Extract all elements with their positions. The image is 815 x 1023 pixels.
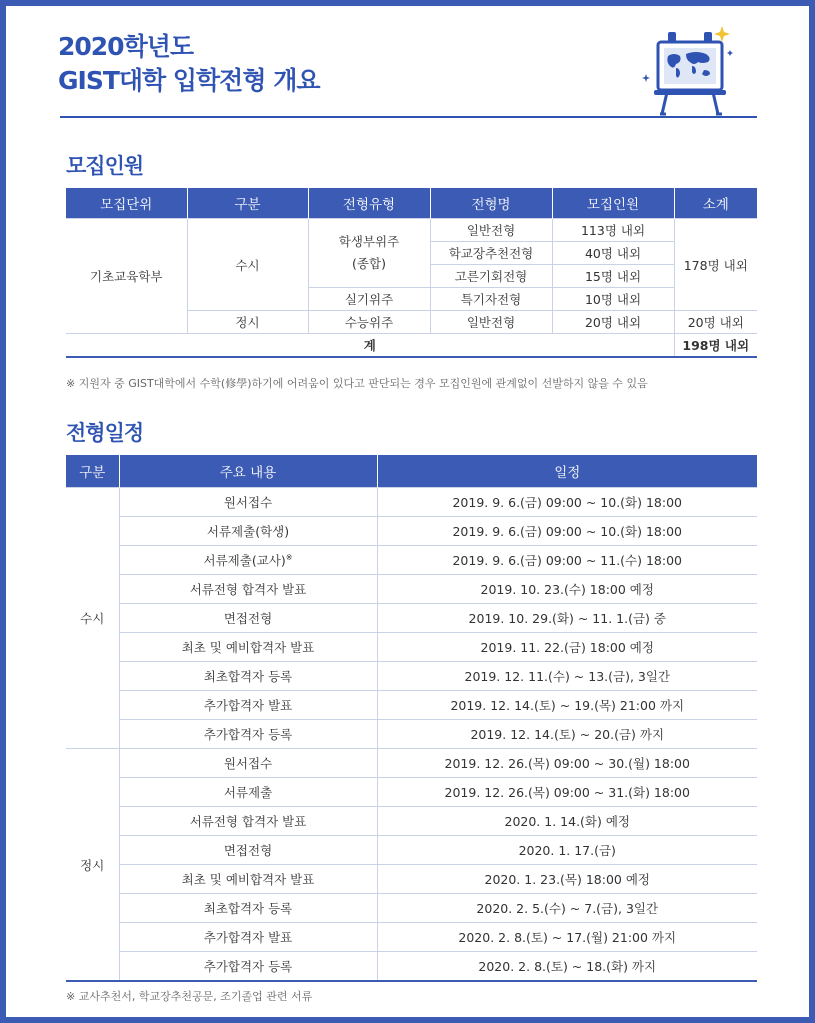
table-row: [66, 219, 757, 242]
table-row: [66, 546, 757, 575]
count-cell: 40명 내외: [552, 242, 674, 265]
total-label: 계: [66, 334, 674, 358]
date-cell: 2019. 9. 6.(금) 09:00 ~ 10.(화) 18:00: [377, 488, 757, 517]
count-cell: 10명 내외: [552, 288, 674, 311]
total-row: [66, 334, 757, 358]
item-cell: 원서접수: [119, 749, 377, 778]
col-name: 전형명: [430, 188, 552, 219]
table-row: [66, 836, 757, 865]
date-cell: 2019. 12. 26.(목) 09:00 ~ 30.(월) 18:00: [377, 749, 757, 778]
count-cell: 15명 내외: [552, 265, 674, 288]
item-cell: 서류제출(학생): [119, 517, 377, 546]
item-cell: 서류제출: [119, 778, 377, 807]
col-count: 모집인원: [552, 188, 674, 219]
date-cell: 2019. 10. 29.(화) ~ 11. 1.(금) 중: [377, 604, 757, 633]
recruitment-table: [66, 188, 757, 358]
table-row: [66, 691, 757, 720]
jeongsi-group-cell: 정시: [66, 749, 119, 982]
date-cell: 2020. 1. 14.(화) 예정: [377, 807, 757, 836]
date-cell: 2020. 1. 17.(금): [377, 836, 757, 865]
recruitment-note: ※ 지원자 중 GIST대학에서 수학(修學)하기에 어려움이 있다고 판단되는 경우 모집인원에 관계없이 선발하지 않을 수 있음: [66, 377, 648, 390]
item-cell: 추가합격자 발표: [119, 691, 377, 720]
item-cell: 추가합격자 발표: [119, 923, 377, 952]
col-subtotal: 소계: [674, 188, 757, 219]
page-title: [58, 30, 320, 98]
table-row: [66, 720, 757, 749]
item-cell: 최초합격자 등록: [119, 894, 377, 923]
type-practical-cell: 실기위주: [308, 288, 430, 311]
date-cell: 2019. 9. 6.(금) 09:00 ~ 10.(화) 18:00: [377, 517, 757, 546]
susi-cell: 수시: [187, 219, 308, 311]
schedule-table: [66, 455, 757, 982]
schedule-header-row: [66, 455, 757, 488]
susi-subtotal-cell: 178명 내외: [674, 219, 757, 311]
count-cell: 113명 내외: [552, 219, 674, 242]
table-row: [66, 923, 757, 952]
item-cell: 최초 및 예비합격자 발표: [119, 633, 377, 662]
item-cell: 최초 및 예비합격자 발표: [119, 865, 377, 894]
date-cell: 2019. 12. 11.(수) ~ 13.(금), 3일간: [377, 662, 757, 691]
col-type: 전형유형: [308, 188, 430, 219]
item-text: 서류제출(교사): [203, 553, 286, 568]
jeongsi-subtotal-cell: 20명 내외: [674, 311, 757, 334]
col-unit: 모집단위: [66, 188, 187, 219]
date-cell: 2019. 12. 26.(목) 09:00 ~ 31.(화) 18:00: [377, 778, 757, 807]
table-row: [66, 575, 757, 604]
date-cell: 2020. 2. 8.(토) ~ 18.(화) 까지: [377, 952, 757, 982]
count-cell: 20명 내외: [552, 311, 674, 334]
col-group: 구분: [66, 455, 119, 488]
date-cell: 2020. 1. 23.(목) 18:00 예정: [377, 865, 757, 894]
table-row: [66, 807, 757, 836]
table-row: [66, 604, 757, 633]
item-cell: 면접전형: [119, 836, 377, 865]
schedule-heading: 전형일정: [66, 421, 144, 445]
recruitment-header-row: [66, 188, 757, 219]
item-cell: 면접전형: [119, 604, 377, 633]
name-cell: 학교장추천전형: [430, 242, 552, 265]
col-date: 일정: [377, 455, 757, 488]
item-cell: 서류전형 합격자 발표: [119, 807, 377, 836]
name-cell: 특기자전형: [430, 288, 552, 311]
recruitment-heading: 모집인원: [66, 154, 144, 178]
item-cell: [119, 546, 377, 575]
table-row: [66, 633, 757, 662]
total-value: 198명 내외: [674, 334, 757, 358]
table-row: [66, 749, 757, 778]
col-item: 주요 내용: [119, 455, 377, 488]
date-cell: 2019. 12. 14.(토) ~ 19.(목) 21:00 까지: [377, 691, 757, 720]
name-cell: 일반전형: [430, 219, 552, 242]
note-mark: ※: [285, 552, 293, 562]
table-row: [66, 517, 757, 546]
schedule-note: ※ 교사추천서, 학교장추천공문, 조기졸업 관련 서류: [66, 990, 313, 1003]
item-cell: 최초합격자 등록: [119, 662, 377, 691]
date-cell: 2019. 10. 23.(수) 18:00 예정: [377, 575, 757, 604]
name-cell: 일반전형: [430, 311, 552, 334]
jeongsi-cell: 정시: [187, 311, 308, 334]
susi-group-cell: 수시: [66, 488, 119, 749]
table-row: [66, 865, 757, 894]
item-cell: 추가합격자 등록: [119, 720, 377, 749]
item-cell: 추가합격자 등록: [119, 952, 377, 982]
world-map-easel-icon: [630, 14, 740, 122]
table-row: [66, 894, 757, 923]
col-category: 구분: [187, 188, 308, 219]
table-row: [66, 952, 757, 982]
date-cell: 2019. 12. 14.(토) ~ 20.(금) 까지: [377, 720, 757, 749]
name-cell: 고른기회전형: [430, 265, 552, 288]
table-row: [66, 778, 757, 807]
date-cell: 2019. 9. 6.(금) 09:00 ~ 11.(수) 18:00: [377, 546, 757, 575]
unit-cell: 기초교육학부: [66, 219, 187, 334]
table-row: [66, 662, 757, 691]
item-cell: 서류전형 합격자 발표: [119, 575, 377, 604]
title-divider: [60, 116, 757, 118]
date-cell: 2020. 2. 5.(수) ~ 7.(금), 3일간: [377, 894, 757, 923]
type-general-cell: 학생부위주 (종합): [308, 219, 430, 288]
date-cell: 2019. 11. 22.(금) 18:00 예정: [377, 633, 757, 662]
title-year: 2020학년도: [58, 32, 194, 61]
item-cell: 원서접수: [119, 488, 377, 517]
table-row: [66, 488, 757, 517]
type-sat-cell: 수능위주: [308, 311, 430, 334]
date-cell: 2020. 2. 8.(토) ~ 17.(월) 21:00 까지: [377, 923, 757, 952]
title-main: GIST대학 입학전형 개요: [58, 66, 320, 95]
